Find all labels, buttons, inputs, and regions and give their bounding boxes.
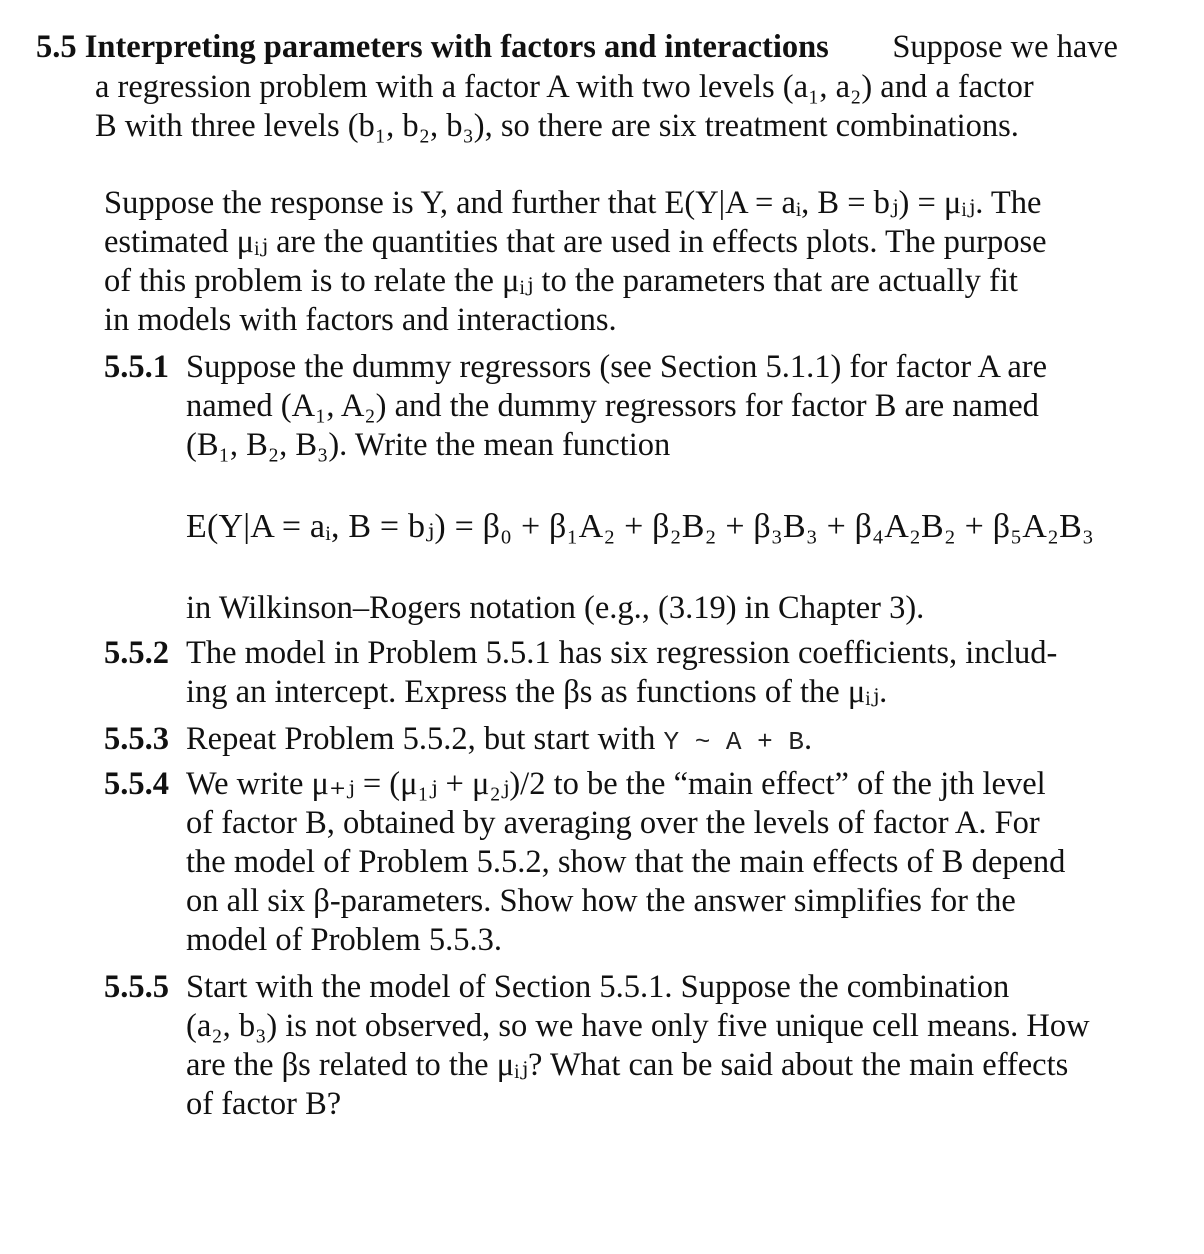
mean-function-equation: E(Y|A = aᵢ, B = bⱼ) = β₀ + β₁A₂ + β₂B₂ + β₃B₃ + β₄A₂B₂ + β₅A₂B₃ <box>186 508 1095 545</box>
part-5-5-4-line-4: on all six β-parameters. Show how the answer simplifies for the <box>186 883 1016 919</box>
part-5-5-3-number: 5.5.3 <box>104 721 169 757</box>
part-5-5-3-line-1: Repeat Problem 5.5.2, but start with Y ~ A + B. <box>186 721 813 757</box>
intro-line-2: a regression problem with a factor A with two levels (a₁, a₂) and a factor <box>95 69 1034 105</box>
part-5-5-5-line-3: are the βs related to the μᵢⱼ? What can be said about the main effects <box>186 1047 1069 1083</box>
part-5-5-4-line-3: the model of Problem 5.5.2, show that the main effects of B depend <box>186 844 1066 880</box>
part-5-5-1-line-2: named (A₁, A₂) and the dummy regressors for factor B are named <box>186 388 1039 424</box>
part-5-5-2-line-2: ing an intercept. Express the βs as functions of the μᵢⱼ. <box>186 674 888 710</box>
intro-line-3: B with three levels (b₁, b₂, b₃), so there are six treatment combinations. <box>95 108 1019 144</box>
part-5-5-4-line-1: We write μ₊ⱼ = (μ₁ⱼ + μ₂ⱼ)/2 to be the “main effect” of the jth level <box>186 766 1046 802</box>
part-5-5-5-line-2: (a₂, b₃) is not observed, so we have only five unique cell means. How <box>186 1008 1090 1044</box>
part-5-5-4-number: 5.5.4 <box>104 766 169 802</box>
part-5-5-4-line-2: of factor B, obtained by averaging over the levels of factor A. For <box>186 805 1040 841</box>
problem-heading <box>36 27 1118 67</box>
part-5-5-1-line-3: (B₁, B₂, B₃). Write the mean function <box>186 427 671 463</box>
part-5-5-5-line-4: of factor B? <box>186 1086 342 1122</box>
part-5-5-2-number: 5.5.2 <box>104 635 169 671</box>
part-5-5-4-line-5: model of Problem 5.5.3. <box>186 922 502 958</box>
paragraph-line-3: of this problem is to relate the μᵢⱼ to the parameters that are actually fit <box>104 263 1018 299</box>
part-5-5-5-line-1: Start with the model of Section 5.5.1. Suppose the combination <box>186 969 1010 1005</box>
problem-title: Interpreting parameters with factors and interactions <box>84 29 829 65</box>
paragraph-line-4: in models with factors and interactions. <box>104 302 617 338</box>
part-5-5-1-after: in Wilkinson–Rogers notation (e.g., (3.19) in Chapter 3). <box>186 590 925 626</box>
part-5-5-1-line-1: Suppose the dummy regressors (see Section 5.1.1) for factor A are <box>186 349 1048 385</box>
part-5-5-2-line-1: The model in Problem 5.5.1 has six regression coefficients, includ- <box>186 635 1058 671</box>
paragraph-line-2: estimated μᵢⱼ are the quantities that are used in effects plots. The purpose <box>104 224 1047 260</box>
problem-number: 5.5 <box>36 29 77 65</box>
part-5-5-1-number: 5.5.1 <box>104 349 169 385</box>
part-5-5-5-number: 5.5.5 <box>104 969 169 1005</box>
paragraph-line-1: Suppose the response is Y, and further that E(Y|A = aᵢ, B = bⱼ) = μᵢⱼ. The <box>104 185 1042 221</box>
model-formula-code: Y ~ A + B <box>663 727 804 757</box>
intro-line-1: Suppose we have <box>892 29 1118 65</box>
